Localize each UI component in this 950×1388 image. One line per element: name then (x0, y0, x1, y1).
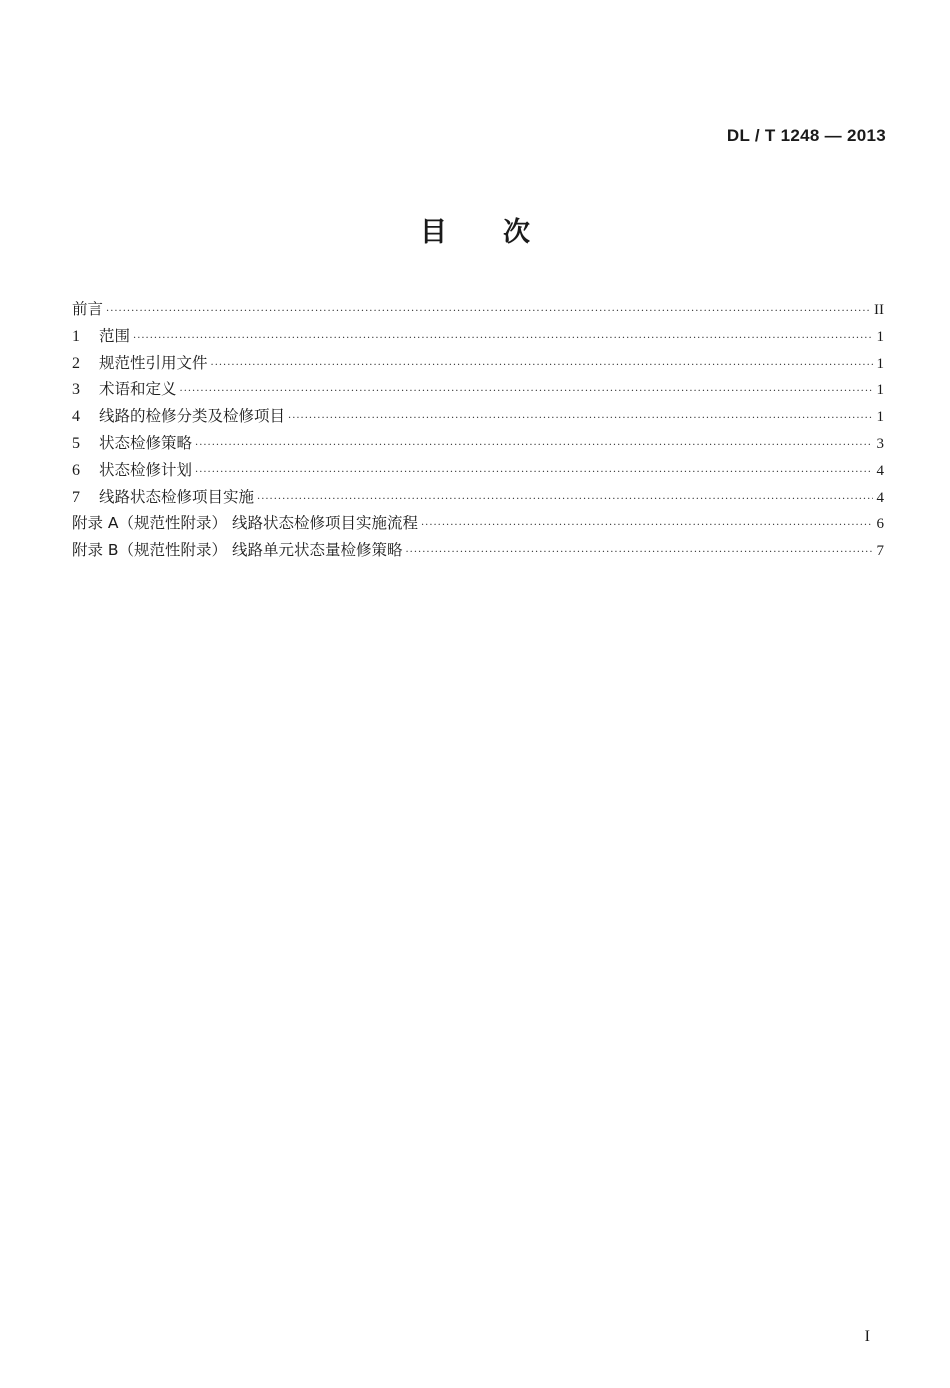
toc-entry-number: 6 (72, 461, 80, 479)
toc-entry-page: II (874, 302, 884, 318)
toc-entry-page: 3 (876, 435, 884, 452)
toc-entry-foreword[interactable] (72, 296, 884, 323)
toc-entry-page: 7 (876, 543, 884, 560)
toc-dot-leader (288, 406, 873, 433)
toc-dot-leader (421, 513, 873, 540)
toc-dot-leader (406, 540, 874, 567)
toc-entry-label: 状态检修计划 (99, 460, 193, 479)
toc-dot-leader (133, 326, 873, 353)
toc-entry-label: 线路的检修分类及检修项目 (99, 407, 286, 426)
toc-entry-implementation[interactable] (72, 484, 884, 511)
toc-entry-terms[interactable] (72, 376, 884, 403)
toc-entry-page: 4 (876, 462, 884, 479)
toc-entry-label: 范围 (99, 326, 131, 345)
toc-entry-page: 6 (876, 516, 884, 533)
toc-entry-label: 前言 (72, 300, 104, 318)
toc-entry-label: 术语和定义 (99, 380, 177, 399)
toc-entry-number: 5 (72, 434, 80, 452)
toc-entry-appendix-a[interactable] (72, 510, 884, 537)
toc-entry-label: 规范性引用文件 (99, 353, 208, 372)
toc-dot-leader (180, 379, 873, 406)
toc-entry-plan[interactable] (72, 457, 884, 484)
toc-dot-leader (106, 299, 871, 326)
toc-entry-page: 4 (876, 489, 884, 506)
toc-entry-label: 状态检修策略 (99, 433, 193, 452)
page-title: 目次 (420, 217, 586, 248)
toc-entry-page: 1 (876, 355, 884, 372)
toc-entry-number: 1 (72, 327, 80, 345)
toc-entry-page: 1 (876, 328, 884, 345)
page-number: I (864, 1328, 870, 1345)
toc-dot-leader (195, 460, 873, 487)
toc-entry-page: 1 (876, 382, 884, 399)
toc-entry-number: 3 (72, 381, 80, 399)
toc-entry-normative-references[interactable] (72, 350, 884, 377)
toc-entry-label: 附录 A（规范性附录） 线路状态检修项目实施流程 (72, 514, 418, 533)
toc-entry-number: 2 (72, 354, 80, 372)
toc-entry-scope[interactable] (72, 323, 884, 350)
toc-entry-label: 附录 B（规范性附录） 线路单元状态量检修策略 (72, 541, 403, 560)
toc-dot-leader (257, 487, 873, 514)
toc-entry-number: 4 (72, 408, 80, 426)
standard-code: DL / T 1248 — 2013 (726, 126, 886, 145)
toc-entry-maintenance-classification[interactable] (72, 403, 884, 430)
toc-entry-number: 7 (72, 488, 80, 506)
toc-entry-strategy[interactable] (72, 430, 884, 457)
toc-dot-leader (195, 433, 873, 460)
toc-entry-label: 线路状态检修项目实施 (99, 487, 255, 506)
table-of-contents (72, 296, 884, 564)
toc-dot-leader (211, 353, 873, 380)
toc-entry-appendix-b[interactable] (72, 537, 884, 564)
toc-entry-page: 1 (876, 409, 884, 426)
